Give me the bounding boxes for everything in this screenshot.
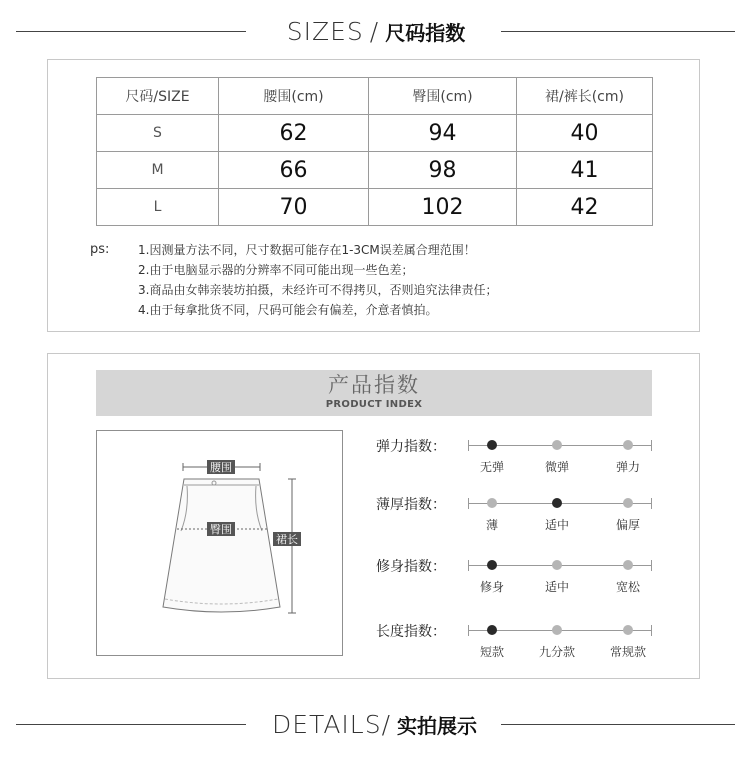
index-option: 偏厚	[615, 518, 641, 532]
details-section-header	[0, 704, 750, 744]
index-dot	[552, 560, 562, 570]
cell-length: 41	[517, 152, 653, 189]
index-track-end	[651, 625, 652, 636]
header-line-right	[501, 31, 735, 32]
index-track-end	[651, 440, 652, 451]
table-row	[97, 152, 653, 189]
index-row-elasticity	[376, 436, 656, 486]
skirt-diagram	[96, 430, 343, 656]
header-hip: 臀围(cm)	[369, 78, 517, 115]
index-option: 修身	[479, 580, 505, 594]
index-option: 九分款	[538, 645, 576, 659]
cell-length: 40	[517, 115, 653, 152]
note-item: 1.因测量方法不同，尺寸数据可能存在1-3CM误差属合理范围！	[138, 243, 476, 257]
index-option: 微弹	[544, 460, 570, 474]
cell-size: S	[97, 115, 219, 152]
index-option: 常规款	[609, 645, 647, 659]
index-dot-selected	[552, 498, 562, 508]
header-line-left	[16, 724, 246, 725]
index-label: 长度指数：	[376, 624, 446, 640]
sizes-title-en: SIZES	[286, 16, 364, 46]
cell-hip: 102	[369, 189, 517, 226]
index-dot	[623, 625, 633, 635]
cell-size: M	[97, 152, 219, 189]
skirt-outline-illustration	[97, 431, 342, 655]
size-table-header-row	[97, 78, 653, 115]
sizes-title	[256, 11, 496, 51]
cell-length: 42	[517, 189, 653, 226]
header-size: 尺码/SIZE	[97, 78, 219, 115]
index-dot	[623, 440, 633, 450]
index-track-start	[468, 625, 469, 636]
note-item: 4.由于每拿批货不同，尺码可能会有偏差，介意者慎拍。	[138, 303, 438, 317]
index-dot	[623, 498, 633, 508]
table-row	[97, 189, 653, 226]
index-track-end	[651, 498, 652, 509]
diagram-label-hip: 臀围	[210, 523, 232, 536]
notes-prefix: ps:	[90, 242, 110, 257]
cell-hip: 98	[369, 152, 517, 189]
details-title-sep: /	[381, 709, 392, 739]
index-track-start	[468, 498, 469, 509]
cell-waist: 66	[219, 152, 369, 189]
index-option: 弹力	[615, 460, 641, 474]
index-dot	[487, 498, 497, 508]
sizes-section-header	[0, 11, 750, 51]
index-track-start	[468, 440, 469, 451]
product-index-title-en: PRODUCT INDEX	[325, 399, 423, 410]
index-dot-selected	[487, 560, 497, 570]
product-index-banner	[96, 370, 652, 416]
index-label: 弹力指数：	[376, 439, 446, 455]
index-dot	[552, 440, 562, 450]
index-dot	[623, 560, 633, 570]
sizes-title-sep: /	[369, 16, 380, 46]
cell-size: L	[97, 189, 219, 226]
product-index-panel	[47, 353, 700, 679]
index-label: 薄厚指数：	[376, 497, 446, 513]
index-dot-selected	[487, 625, 497, 635]
cell-hip: 94	[369, 115, 517, 152]
index-option: 无弹	[479, 460, 505, 474]
cell-waist: 70	[219, 189, 369, 226]
cell-waist: 62	[219, 115, 369, 152]
index-option: 短款	[479, 645, 505, 659]
table-row	[97, 115, 653, 152]
diagram-label-waist: 腰围	[210, 461, 232, 474]
index-row-fit	[376, 556, 656, 606]
header-line-left	[16, 31, 246, 32]
details-title	[252, 704, 497, 744]
index-dot	[552, 625, 562, 635]
details-title-en: DETAILS	[271, 709, 382, 739]
index-row-thickness	[376, 494, 656, 544]
index-track-start	[468, 560, 469, 571]
details-title-cn: 实拍展示	[397, 713, 478, 738]
index-option: 宽松	[615, 580, 641, 594]
index-option: 适中	[544, 518, 570, 532]
index-row-length	[376, 621, 656, 671]
index-option: 薄	[485, 518, 499, 532]
index-option: 适中	[544, 580, 570, 594]
diagram-label-length: 裙长	[276, 533, 298, 546]
header-waist: 腰围(cm)	[219, 78, 369, 115]
header-length: 裙/裤长(cm)	[517, 78, 653, 115]
index-label: 修身指数：	[376, 559, 446, 575]
product-index-title-cn: 产品指数	[328, 373, 420, 397]
size-chart-panel	[47, 59, 700, 332]
note-item: 2.由于电脑显示器的分辨率不同可能出现一些色差；	[138, 263, 414, 277]
index-dot-selected	[487, 440, 497, 450]
index-track-end	[651, 560, 652, 571]
notes-list	[138, 240, 658, 320]
size-table	[96, 77, 653, 226]
note-item: 3.商品由女韩亲装坊拍摄，未经许可不得拷贝，否则追究法律责任；	[138, 283, 498, 297]
header-line-right	[501, 724, 735, 725]
sizes-title-cn: 尺码指数	[385, 20, 466, 45]
